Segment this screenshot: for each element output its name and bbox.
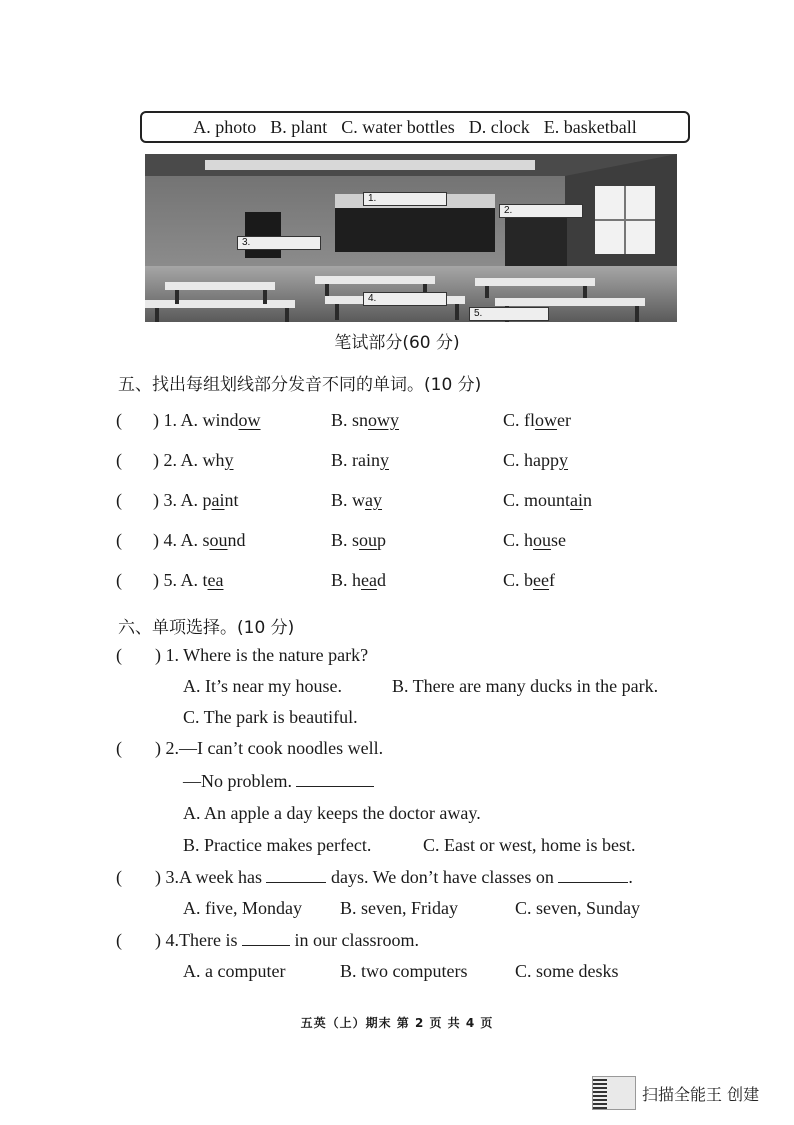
scanner-watermark xyxy=(592,1076,782,1110)
written-part-header: 笔试部分(60 分) xyxy=(334,333,460,353)
q4-option-b: B. two computers xyxy=(340,961,468,981)
word-option: A. photo xyxy=(193,116,257,137)
answer-blank[interactable] xyxy=(266,867,326,883)
option-c: C. flower xyxy=(503,410,571,430)
phonics-row-2 xyxy=(0,450,794,474)
option-b: B. way xyxy=(331,490,383,510)
q4-option-c: C. some desks xyxy=(515,961,619,981)
q4-option-a: A. a computer xyxy=(183,961,286,981)
q3-stem: ) 3.A week has days. We don’t have classes on . xyxy=(155,867,633,887)
q3-option-b: B. seven, Friday xyxy=(340,898,458,918)
answer-paren: ( xyxy=(116,930,122,950)
q3-option-a: A. five, Monday xyxy=(183,898,302,918)
option-c: C. house xyxy=(503,530,567,550)
scene-label-3: 3. xyxy=(237,236,321,250)
answer-paren: ( xyxy=(116,645,122,665)
answer-paren: ( xyxy=(116,570,122,590)
option-c: C. beef xyxy=(503,570,555,590)
option-c: C. happy xyxy=(503,450,568,470)
question-number: ) 1. A. window xyxy=(153,410,261,430)
q4-stem: ) 4.There is in our classroom. xyxy=(155,930,419,950)
question-number: ) 4. A. sound xyxy=(153,530,246,550)
classroom-picture xyxy=(145,154,677,322)
phonics-row-3 xyxy=(0,490,794,514)
answer-paren: ( xyxy=(116,738,122,758)
scene-label-4: 4. xyxy=(363,292,447,306)
phonics-row-1 xyxy=(0,410,794,434)
answer-paren: ( xyxy=(116,490,122,510)
word-option: E. basketball xyxy=(543,116,637,137)
option-b: B. rainy xyxy=(331,450,389,470)
q3-option-c: C. seven, Sunday xyxy=(515,898,640,918)
q2-option-c: C. East or west, home is best. xyxy=(423,835,636,855)
watermark-text: 扫描全能王 创建 xyxy=(642,1084,760,1104)
answer-paren: ( xyxy=(116,410,122,430)
watermark-qr-icon xyxy=(592,1076,636,1110)
q2-reply: —No problem. xyxy=(183,771,374,792)
question-number: ) 5. A. tea xyxy=(153,570,224,590)
word-bank-box xyxy=(140,111,690,143)
scene-label-5: 5. xyxy=(469,307,549,321)
question-number: ) 2. A. why xyxy=(153,450,234,470)
answer-paren: ( xyxy=(116,867,122,887)
option-b: B. snowy xyxy=(331,410,400,430)
phonics-row-5 xyxy=(0,570,794,594)
answer-paren: ( xyxy=(116,530,122,550)
answer-blank[interactable] xyxy=(296,771,374,787)
scene-label-1: 1. xyxy=(363,192,447,206)
word-option: D. clock xyxy=(468,116,530,137)
q1-stem: ) 1. Where is the nature park? xyxy=(155,645,369,665)
question-number: ) 3. A. paint xyxy=(153,490,239,510)
section-5-title: 五、找出每组划线部分发音不同的单词。(10 分) xyxy=(118,375,482,395)
q1-option-a: A. It’s near my house. xyxy=(183,676,342,696)
option-c: C. mountain xyxy=(503,490,593,510)
scene-label-2: 2. xyxy=(499,204,583,218)
q2-option-b: B. Practice makes perfect. xyxy=(183,835,372,855)
answer-blank[interactable] xyxy=(558,867,628,883)
option-b: B. head xyxy=(331,570,386,590)
q2-option-a: A. An apple a day keeps the doctor away. xyxy=(183,803,481,823)
answer-blank[interactable] xyxy=(242,930,290,946)
page-footer: 五英（上）期末 第 2 页 共 4 页 xyxy=(300,1016,494,1030)
option-b: B. soup xyxy=(331,530,387,550)
section-6-title: 六、单项选择。(10 分) xyxy=(118,618,295,638)
answer-paren: ( xyxy=(116,450,122,470)
word-option: C. water bottles xyxy=(341,116,455,137)
phonics-row-4 xyxy=(0,530,794,554)
q1-option-c: C. The park is beautiful. xyxy=(183,707,358,727)
q2-stem: ) 2.—I can’t cook noodles well. xyxy=(155,738,384,758)
word-option: B. plant xyxy=(270,116,328,137)
q1-option-b: B. There are many ducks in the park. xyxy=(392,676,659,696)
